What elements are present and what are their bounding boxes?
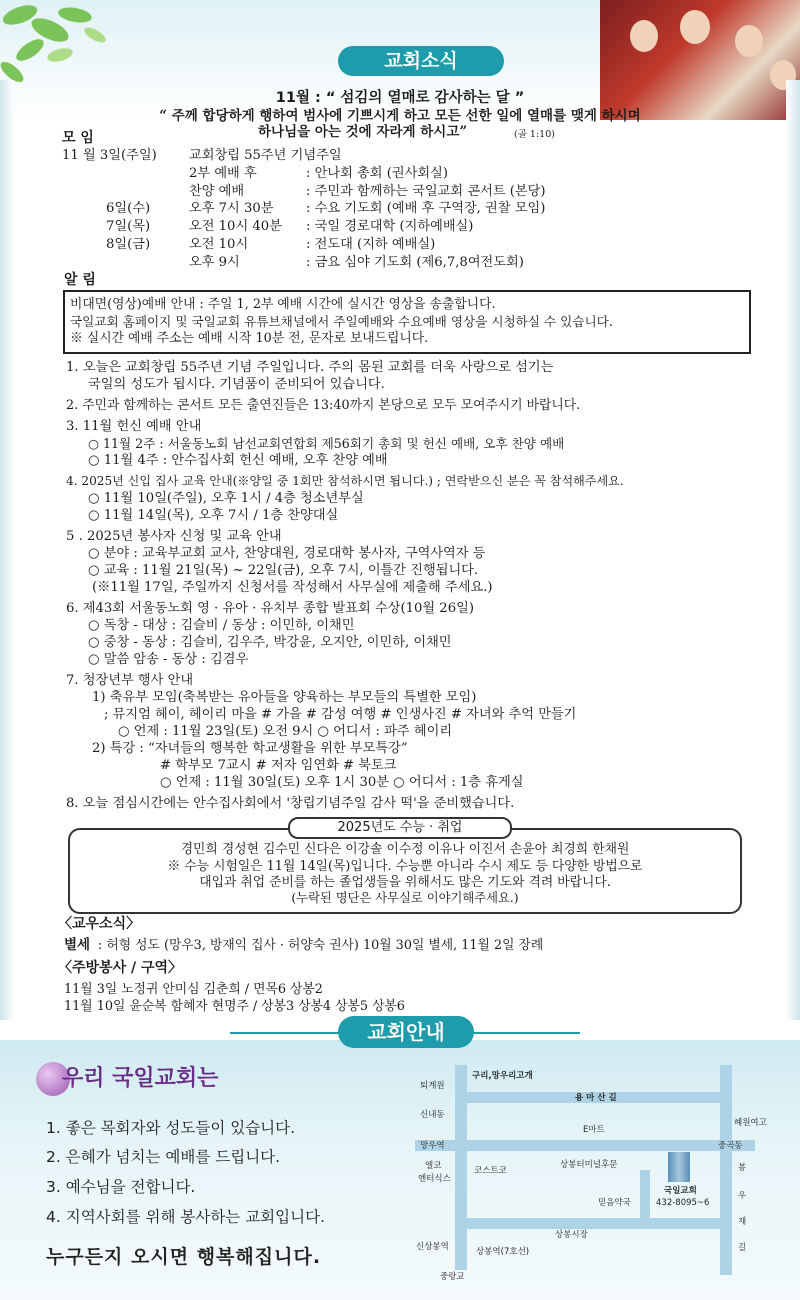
notice-line: 4. 2025년 신입 집사 교육 안내(※양일 중 1회만 참석하시면 됩니다.) ; 연락받으신 분은 꼭 참석해주세요. [66,474,624,488]
news-heading: 〈교우소식〉 [58,916,141,932]
map-label: 구리,망우리고개 [472,1071,533,1081]
map-label: 상봉시장 [555,1230,588,1240]
church-building-icon [668,1152,690,1182]
theme-verse-line2: 하나님을 아는 것에 자라게 하시고” [258,124,468,140]
meeting-time: 찬양 예배 [189,184,245,199]
map-label: 재 [738,1217,747,1227]
map-label: 망우역 [420,1141,445,1151]
meeting-time: 오후 7시 30분 [189,201,274,216]
guide-item: 3. 예수님을 전합니다. [46,1178,196,1196]
map-label: 중랑교 [440,1272,465,1282]
guide-item: 4. 지역사회를 위해 봉사하는 교회입니다. [46,1208,325,1226]
map-road [640,1170,650,1228]
notice-line: ; 뮤지엄 헤이, 헤이리 마을 # 가을 # 감성 여행 # 인생사진 # 자녀와 추억 만들기 [104,707,577,722]
map-label: 상봉역(7호선) [476,1247,530,1257]
map-label: 퇴계원 [420,1081,445,1091]
meeting-time: 오후 9시 [189,255,240,270]
notice-line: 2. 주민과 함께하는 콘서트 모든 출연진들은 13:40까지 본당으로 모두 모여주시기 바랍니다. [66,398,581,413]
exam-line: (누락된 명단은 사무실로 이야기해주세요.) [291,891,519,905]
news-label: 별세 [64,937,91,953]
notices-label: 알 림 [64,272,96,288]
notice-line: 국일의 성도가 됩시다. 기념품이 준비되어 있습니다. [88,377,385,392]
meeting-desc: : 수요 기도회 (예배 후 구역장, 권찰 모임) [306,201,546,216]
notice-line: 1) 축유부 모임(축복받는 유아들을 양육하는 부모들의 특별한 모임) [92,690,477,705]
meeting-desc: : 국일 경로대학 (지하예배실) [306,219,474,234]
theme-verse-ref: (골 1:10) [514,129,555,140]
map-label: 중곡동 [718,1141,743,1151]
notice-line: 2) 특강 : “자녀들의 행복한 학교생활을 위한 부모특강” [92,741,408,756]
news-text: : 허형 성도 (망우3, 방재익 집사 · 허양숙 권사) 10월 30일 별세, 11월 2일 장례 [98,938,544,953]
notice-line: ○ 언제 : 11월 30일(토) 오후 1시 30분 ○ 어디서 : 1층 휴게실 [160,775,524,790]
meeting-desc: : 안나회 총회 (권사회실) [306,166,448,181]
map-road [455,1218,732,1229]
exam-line: 대입과 취업 준비를 하는 졸업생들을 위해서도 많은 기도와 격려 바랍니다. [199,875,611,890]
notice-line: ○ 언제 : 11월 23일(토) 오전 9시 ○ 어디서 : 파주 헤이리 [118,724,453,739]
leaves-decoration [0,0,120,95]
guide-title: 교회안내 [338,1016,474,1048]
kitchen-heading: 〈주방봉사 / 구역〉 [58,960,183,976]
online-notice-line: 비대면(영상)예배 안내 : 주일 1, 2부 예배 시간에 실시간 영상을 송출합니다. [70,297,496,312]
notice-line: 1. 오늘은 교회창립 55주년 기념 주일입니다. 주의 몸된 교회를 더욱 사랑으로 섬기는 [66,360,554,375]
online-notice-line: 국일교회 홈페이지 및 국일교회 유튜브채널에서 주일예배와 수요예배 영상을 시청하실 수 있습니다. [70,314,613,329]
guide-heading: 우리 국일교회는 [62,1066,219,1091]
meeting-time: 교회창립 55주년 기념주일 [189,148,342,163]
guide-slogan: 누구든지 오시면 행복해집니다. [46,1246,322,1268]
meeting-date: 11 월 3일(주일) [62,148,157,163]
notice-line: ○ 11월 2주 : 서울동노회 남선교회연합회 제56회기 총회 및 헌신 예배, 오후 찬양 예배 [88,436,565,451]
map-label: 혜원여고 [734,1118,767,1128]
notice-line: 8. 오늘 점심시간에는 안수집사회에서 '창립기념주일 감사 떡'을 준비했습니다. [66,796,515,811]
exam-title: 2025년도 수능 · 취업 [288,817,512,839]
kitchen-line: 11월 3일 노정귀 안미심 김춘희 / 면목6 상봉2 [64,982,323,997]
map-label: 신내동 [420,1110,445,1120]
meeting-date: 6일(수) [106,201,151,216]
map-label: 용 마 산 길 [575,1093,617,1103]
map-label: 믿음약국 [598,1198,631,1208]
guide-divider-right [470,1032,580,1034]
notice-line: ○ 말씀 암송 - 동상 : 김겸우 [88,652,249,667]
exam-line: ※ 수능 시험일은 11월 14일(목)입니다. 수능뿐 아니라 수시 제도 등 다양한 방법으로 [167,859,643,874]
exam-line: 경민희 경성현 김수민 신다은 이강솔 이수정 이유나 이진서 손윤아 최경희 한채원 [180,842,630,857]
map-label: 엘코 [425,1161,442,1171]
map-label: E마트 [583,1125,605,1135]
notice-line: ○ 교육 : 11월 21일(목) ~ 22일(금), 오후 7시, 이틀간 진행됩니다. [88,563,479,578]
notice-line: ○ 독창 - 대상 : 김슬비 / 동상 : 이민하, 이채민 [88,618,355,633]
notice-line: 5 . 2025년 봉사자 신청 및 교육 안내 [66,529,282,544]
notice-line: # 학부모 7교시 # 저자 임연화 # 북토크 [160,758,397,773]
map-label: 엔터식스 [418,1174,451,1184]
map-church-name: 국일교회 [664,1186,697,1196]
map-label: 코스트코 [474,1166,507,1176]
notice-line: ○ 중창 - 동상 : 김슬비, 김우주, 박강윤, 오지안, 이민하, 이채민 [88,635,452,650]
meeting-date: 7일(목) [106,219,151,234]
guide-item: 2. 은혜가 넘치는 예배를 드립니다. [46,1148,281,1166]
map-label: 봉 [738,1163,747,1173]
map-label: 상봉터미널후문 [560,1160,618,1170]
notice-line: 7. 청장년부 행사 안내 [66,673,194,688]
theme-heading: 11월 : “ 섬김의 열매로 감사하는 달 ” [275,90,525,106]
notice-line: ○ 분야 : 교육부교회 교사, 찬양대원, 경로대학 봉사자, 구역사역자 등 [88,546,486,561]
map-label: 우 [738,1191,747,1201]
meeting-date: 8일(금) [106,237,151,252]
meeting-desc: : 전도대 (지하 예배실) [306,237,436,252]
notice-line: ○ 11월 14일(목), 오후 7시 / 1층 찬양대실 [88,508,339,523]
kitchen-line: 11월 10일 윤순복 함혜자 현명주 / 상봉3 상봉4 상봉5 상봉6 [64,999,405,1014]
map-label: 길 [738,1243,747,1253]
meeting-time: 2부 예배 후 [189,166,257,181]
left-border [0,80,14,1020]
notice-line: ○ 11월 4주 : 안수집사회 헌신 예배, 오후 찬양 예배 [88,453,388,468]
theme-verse-line1: “ 주께 합당하게 행하여 범사에 기쁘시게 하고 모든 선한 일에 열매를 맺게 하시며 [159,108,641,124]
notice-line: 3. 11월 헌신 예배 안내 [66,419,202,434]
map-church-phone: 432-8095~6 [656,1198,710,1208]
map-road [415,1140,755,1151]
notice-line: (※11월 17일, 주일까지 신청서를 작성해서 사무실에 제출해 주세요.) [92,580,493,595]
meeting-time: 오전 10시 40분 [189,219,282,234]
notice-line: ○ 11월 10일(주일), 오후 1시 / 4층 청소년부실 [88,491,364,506]
online-notice-line: ※ 실시간 예배 주소는 예배 시작 10분 전, 문자로 보내드립니다. [70,331,429,346]
meeting-desc: : 금요 심야 기도회 (제6,7,8여전도회) [306,255,524,270]
page-title: 교회소식 [338,46,504,76]
guide-divider-left [230,1032,340,1034]
right-border [786,80,800,1020]
guide-item: 1. 좋은 목회자와 성도들이 있습니다. [46,1119,296,1137]
notice-line: 6. 제43회 서울동노회 영 · 유아 · 유치부 종합 발표회 수상(10월 26일) [66,601,474,616]
meetings-label: 모 임 [62,130,94,146]
map-label: 신상봉역 [416,1242,449,1252]
meeting-time: 오전 10시 [189,237,249,252]
meeting-desc: : 주민과 함께하는 국일교회 콘서트 (본당) [306,184,546,199]
